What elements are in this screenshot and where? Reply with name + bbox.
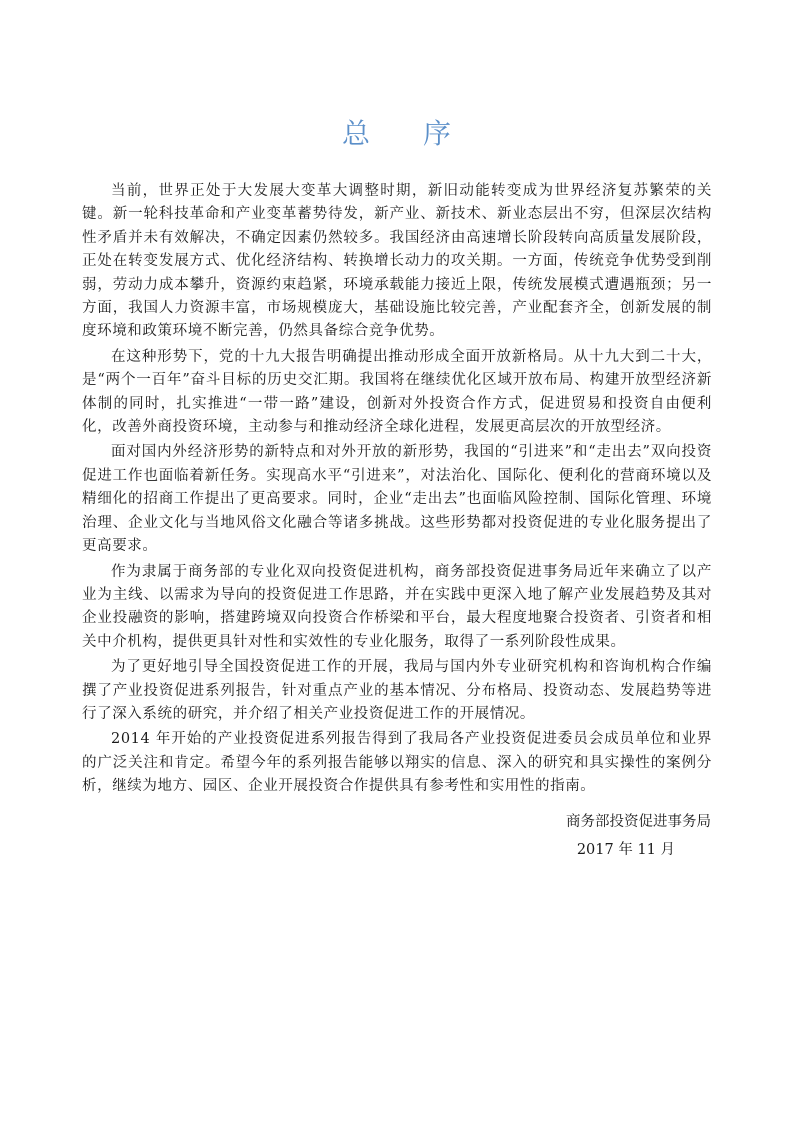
signature-block bbox=[566, 808, 711, 864]
signature-organization: 商务部投资促进事务局 bbox=[566, 814, 711, 830]
paragraph-6: 2014 年开始的产业投资促进系列报告得到了我局各产业投资促进委员会成员单位和业界的广泛关注和肯定。希望今年的系列报告能够以翔实的信息、深入的研究和具实操性的案例分析，继续为地方、园区、企业开展投资合作提供具有参考性和实用性的指南。 bbox=[82, 731, 712, 795]
preface-body bbox=[82, 180, 712, 801]
paragraph-4: 作为隶属于商务部的专业化双向投资促进机构，商务部投资促进事务局近年来确立了以产业为主线、以需求为导向的投资促进工作思路，并在实践中更深入地了解产业发展趋势及其对企业投融资的影响，搭建跨境双向投资合作桥梁和平台，最大程度地聚合投资者、引资者和相关中介机构，提供更具针对性和实效性的专业化服务，取得了一系列阶段性成果。 bbox=[82, 563, 712, 650]
paragraph-5: 为了更好地引导全国投资促进工作的开展，我局与国内外专业研究机构和咨询机构合作编撰了产业投资促进系列报告，针对重点产业的基本情况、分布格局、投资动态、发展趋势等进行了深入系统的研究，并介绍了相关产业投资促进工作的开展情况。 bbox=[82, 659, 712, 722]
paragraph-1: 当前，世界正处于大发展大变革大调整时期，新旧动能转变成为世界经济复苏繁荣的关键。新一轮科技革命和产业变革蓄势待发，新产业、新技术、新业态层出不穷，但深层次结构性矛盾并未有效解决，不确定因素仍然较多。我国经济由高速增长阶段转向高质量发展阶段，正处在转变发展方式、优化经济结构、转换增长动力的攻关期。一方面，传统竞争优势受到削弱，劳动力成本攀升，资源约束趋紧，环境承载能力接近上限，传统发展模式遭遇瓶颈；另一方面，我国人力资源丰富，市场规模庞大，基础设施比较完善，产业配套齐全，创新发展的制度环境和政策环境不断完善，仍然具备综合竞争优势。 bbox=[82, 183, 712, 340]
page-title: 总 序 bbox=[342, 117, 473, 150]
paragraph-3: 面对国内外经济形势的新特点和对外开放的新形势，我国的“引进来”和“走出去”双向投资促进工作也面临着新任务。实现高水平“引进来”，对法治化、国际化、便利化的营商环境以及精细化的招商工作提出了更高要求。同时，企业“走出去”也面临风险控制、国际化管理、环境治理、企业文化与当地风俗文化融合等诸多挑战。这些形势都对投资促进的专业化服务提出了更高要求。 bbox=[82, 444, 712, 555]
signature-date: 2017 年 11 月 bbox=[576, 842, 675, 858]
paragraph-2: 在这种形势下，党的十九大报告明确提出推动形成全面开放新格局。从十九大到二十大，是“两个一百年”奋斗目标的历史交汇期。我国将在继续优化区域开放布局、构建开放型经济新体制的同时，扎实推进“一带一路”建设，创新对外投资合作方式，促进贸易和投资自由便利化，改善外商投资环境，主动参与和推动经济全球化进程，发展更高层次的开放型经济。 bbox=[82, 348, 712, 436]
